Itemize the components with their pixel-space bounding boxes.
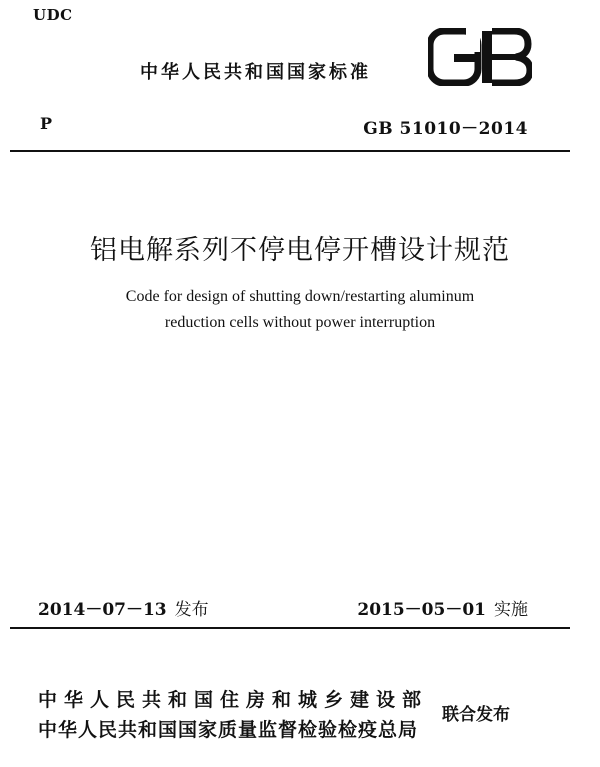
- issuer-ministry: 中华人民共和国住房和城乡建设部: [38, 689, 429, 711]
- udc-label: UDC: [33, 6, 73, 24]
- title-english-line-2: reduction cells without power interruption: [164, 314, 436, 331]
- title-english: [0, 284, 600, 336]
- standard-number: GB 51010－2014: [363, 119, 528, 139]
- implement-date-block: [357, 595, 528, 620]
- bottom-divider: [10, 627, 570, 629]
- title-chinese: 铝电解系列不停电停开槽设计规范: [90, 235, 510, 266]
- national-standard-heading: 中华人民共和国国家标准: [140, 62, 371, 83]
- category-code: P: [40, 114, 53, 133]
- implement-label: 实施: [494, 600, 528, 620]
- issue-label: 发布: [174, 600, 209, 620]
- top-divider: [10, 150, 570, 152]
- gb-logo: [428, 28, 532, 86]
- issue-date-block: [38, 595, 209, 620]
- issuer-aqsiq: 中华人民共和国国家质量监督检验检疫总局: [38, 719, 419, 741]
- implement-date: 2015－05－01: [357, 600, 486, 620]
- joint-issue-label: 联合发布: [442, 705, 510, 725]
- issue-date: 2014－07－13: [38, 600, 167, 620]
- title-english-line-1: Code for design of shutting down/restarting aluminum: [125, 288, 475, 305]
